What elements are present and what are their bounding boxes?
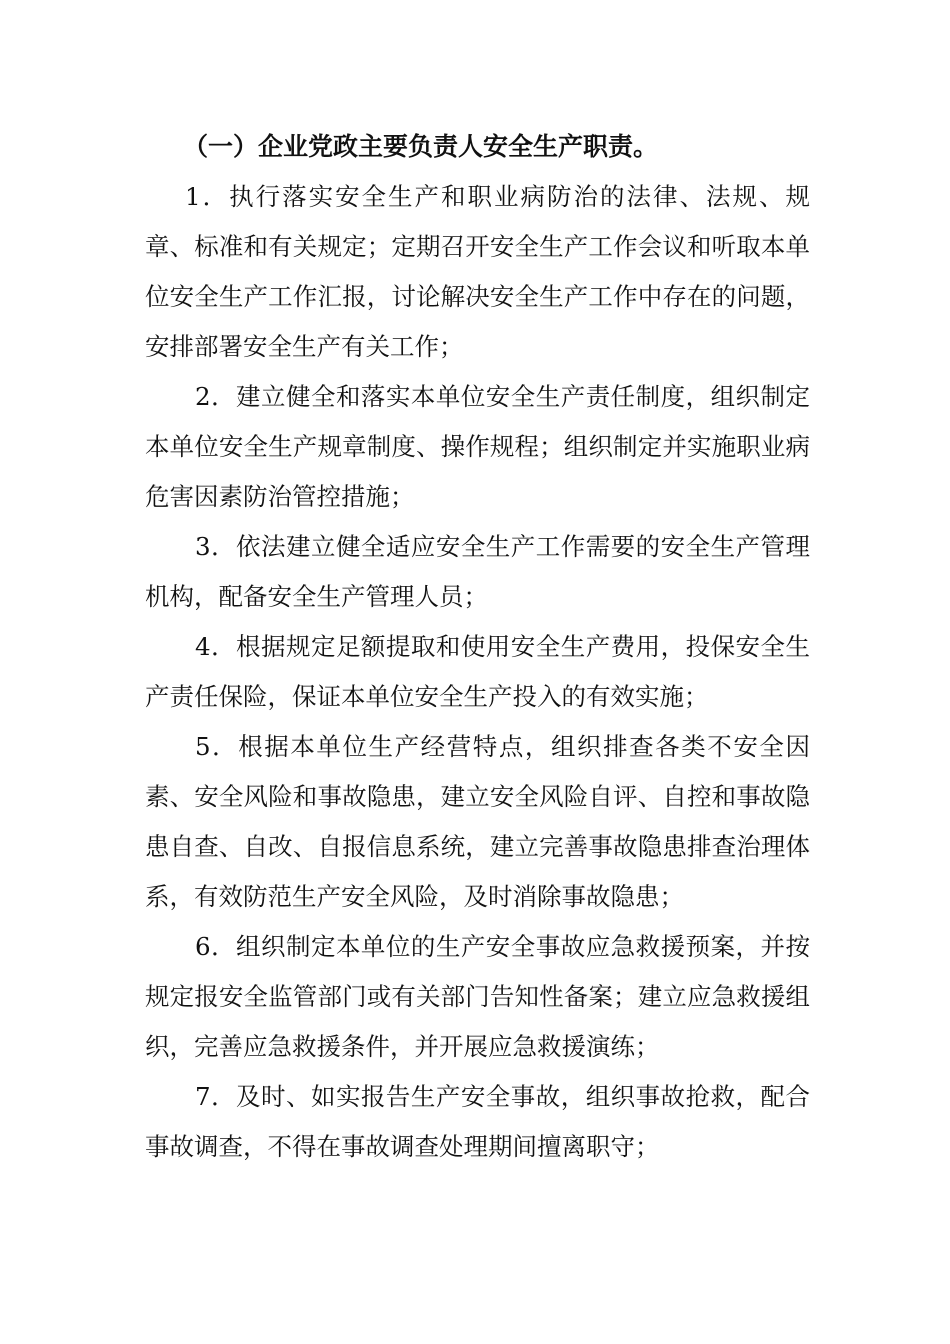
paragraph-5: 5．根据本单位生产经营特点，组织排查各类不安全因素、安全风险和事故隐患，建立安全风险自评、自控和事故隐患自查、自改、自报信息系统，建立完善事故隐患排查治理体系，有效防范生产安全风险，及时消除事故隐患； <box>145 732 810 911</box>
section-heading: （一）企业党政主要负责人安全生产职责。 <box>183 132 659 161</box>
paragraph-3: 3．依法建立健全适应安全生产工作需要的安全生产管理机构，配备安全生产管理人员； <box>145 532 810 611</box>
paragraph-2: 2．建立健全和落实本单位安全生产责任制度，组织制定本单位安全生产规章制度、操作规程；组织制定并实施职业病危害因素防治管控措施； <box>145 382 810 511</box>
document-body <box>145 122 810 1172</box>
paragraph-1: 1．执行落实安全生产和职业病防治的法律、法规、规章、标准和有关规定；定期召开安全生产工作会议和听取本单位安全生产工作汇报，讨论解决安全生产工作中存在的问题，安排部署安全生产有关工作； <box>145 182 810 361</box>
paragraph-7: 7．及时、如实报告生产安全事故，组织事故抢救，配合事故调查，不得在事故调查处理期间擅离职守； <box>145 1082 810 1161</box>
paragraph-6: 6．组织制定本单位的生产安全事故应急救援预案，并按规定报安全监管部门或有关部门告知性备案；建立应急救援组织，完善应急救援条件，并开展应急救援演练； <box>145 932 810 1061</box>
paragraph-4: 4．根据规定足额提取和使用安全生产费用，投保安全生产责任保险，保证本单位安全生产投入的有效实施； <box>145 632 810 711</box>
